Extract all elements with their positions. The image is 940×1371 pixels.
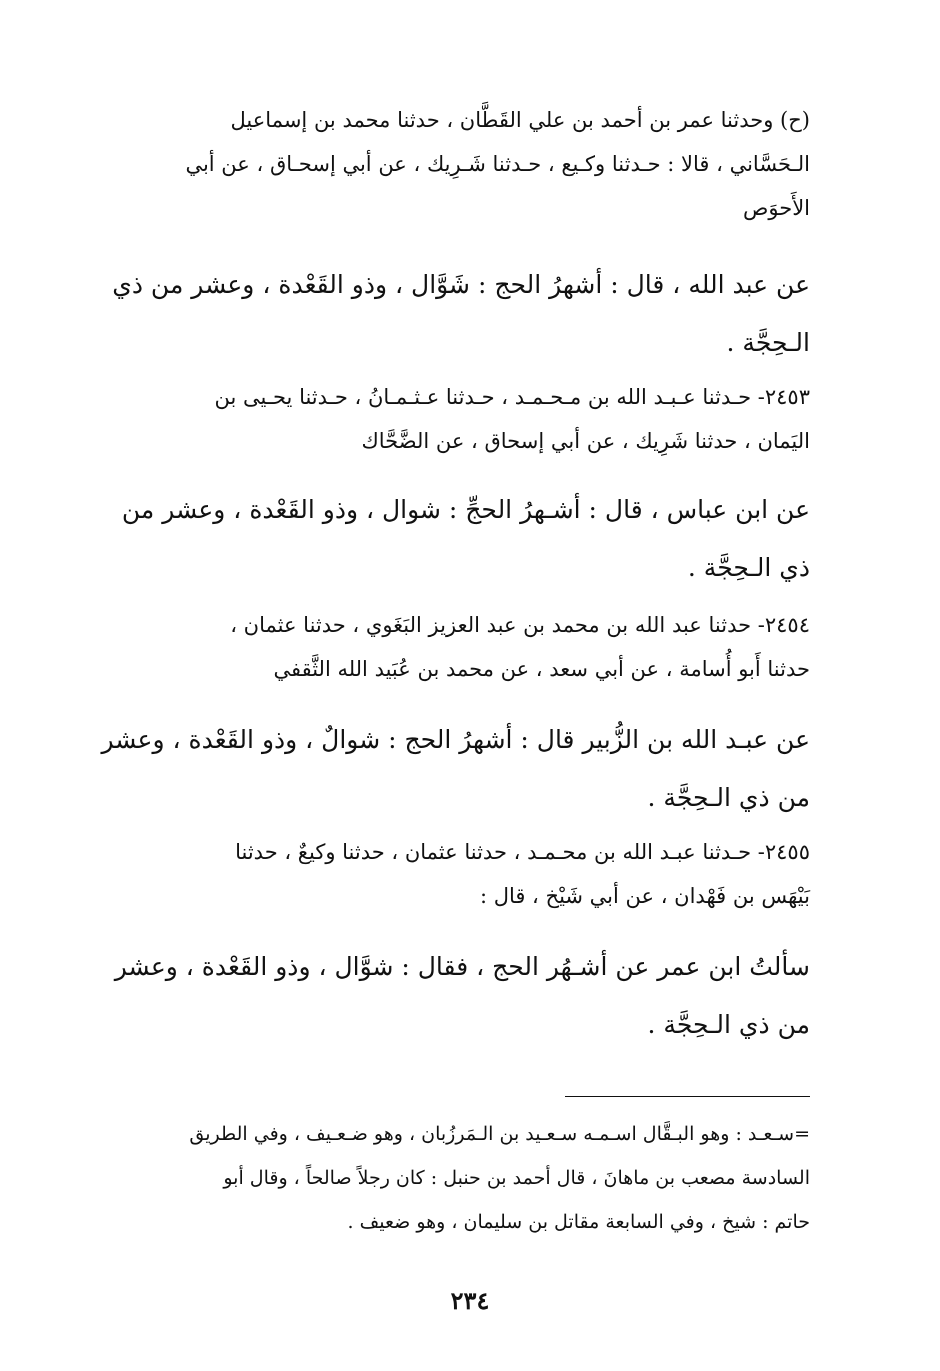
text-line: الأَحوَص — [742, 196, 810, 220]
footnote-separator — [565, 1096, 810, 1097]
page-number: ٢٣٤ — [450, 1286, 490, 1315]
text-line: سألتُ ابن عمر عن أشـهُر الحج ، فقال : شوَّال ، وذو القَعْدة ، وعشر — [114, 952, 810, 981]
hadith-2454-isnad — [95, 603, 858, 691]
footnote — [95, 1112, 810, 1244]
matn-paragraph — [95, 481, 858, 597]
text-line: عن ابن عباس ، قال : أشـهرُ الحجِّ : شوال ، وذو القَعْدة ، وعشر من — [121, 495, 810, 524]
matn-paragraph — [95, 938, 858, 1054]
text-line: (ح) وحدثنا عمر بن أحمد بن علي القَطَّان ، حدثنا محمد بن إسماعيل — [230, 108, 810, 132]
text-line: ٢٤٥٥- حـدثنا عبـد الله بن محـمـد ، حدثنا عثمان ، حدثنا وكيعٌ ، حدثنا — [235, 840, 810, 864]
text-line: عن عبد الله ، قال : أشهرُ الحج : شَوَّال ، وذو القَعْدة ، وعشر من ذي — [112, 270, 810, 299]
text-line: من ذي الـحِجَّة . — [647, 783, 810, 812]
text-line: الـحَسَّاني ، قالا : حـدثنا وكـيع ، حـدثنا شَـرِيك ، عن أبي إسحـاق ، عن أبي — [185, 152, 810, 176]
footnote-line: حاتم : شيخ ، وفي السابعة مقاتل بن سليمان ، وهو ضعيف . — [347, 1211, 810, 1233]
text-line: الـحِجَّة . — [726, 328, 810, 357]
isnad-paragraph — [95, 98, 810, 230]
text-line: حدثنا أَبو أُسامة ، عن أبي سعد ، عن محمد بن عُبَيد الله الثَّقفي — [273, 657, 810, 681]
hadith-2455-isnad — [95, 830, 858, 918]
matn-paragraph — [95, 256, 858, 372]
matn-paragraph — [95, 711, 858, 827]
text-line: اليَمان ، حدثنا شَرِيك ، عن أبي إسحاق ، عن الضَّحَّاك — [361, 429, 810, 453]
text-line: ذي الـحِجَّة . — [687, 553, 810, 582]
text-line: عن عبـد الله بن الزُّبير قال : أشهرُ الحج : شوالٌ ، وذو القَعْدة ، وعشر — [101, 725, 810, 754]
text-line: بَيْهَس بن فَهْدان ، عن أبي شَيْخ ، قال : — [479, 884, 810, 908]
footnote-line: السادسة مصعب بن ماهانَ ، قال أحمد بن حنبل : كان رجلاً صالحاً ، وقال أبو — [223, 1167, 810, 1189]
hadith-2453-isnad — [95, 375, 858, 463]
footnote-line: =سـعـد : وهو البـقَّال اسـمـه سـعـيد بن الـمَرزُبان ، وهو ضـعـيف ، وفي الطريق — [189, 1123, 810, 1145]
text-line: ٢٤٥٣- حـدثنا عـبـد الله بن مـحـمـد ، حـدثنا عـثـمـانُ ، حـدثنا يحـيى بن — [214, 385, 810, 409]
text-line: ٢٤٥٤- حدثنا عبد الله بن محمد بن عبد العزيز البَغَوي ، حدثنا عثمان ، — [230, 613, 810, 637]
text-line: من ذي الـحِجَّة . — [647, 1010, 810, 1039]
